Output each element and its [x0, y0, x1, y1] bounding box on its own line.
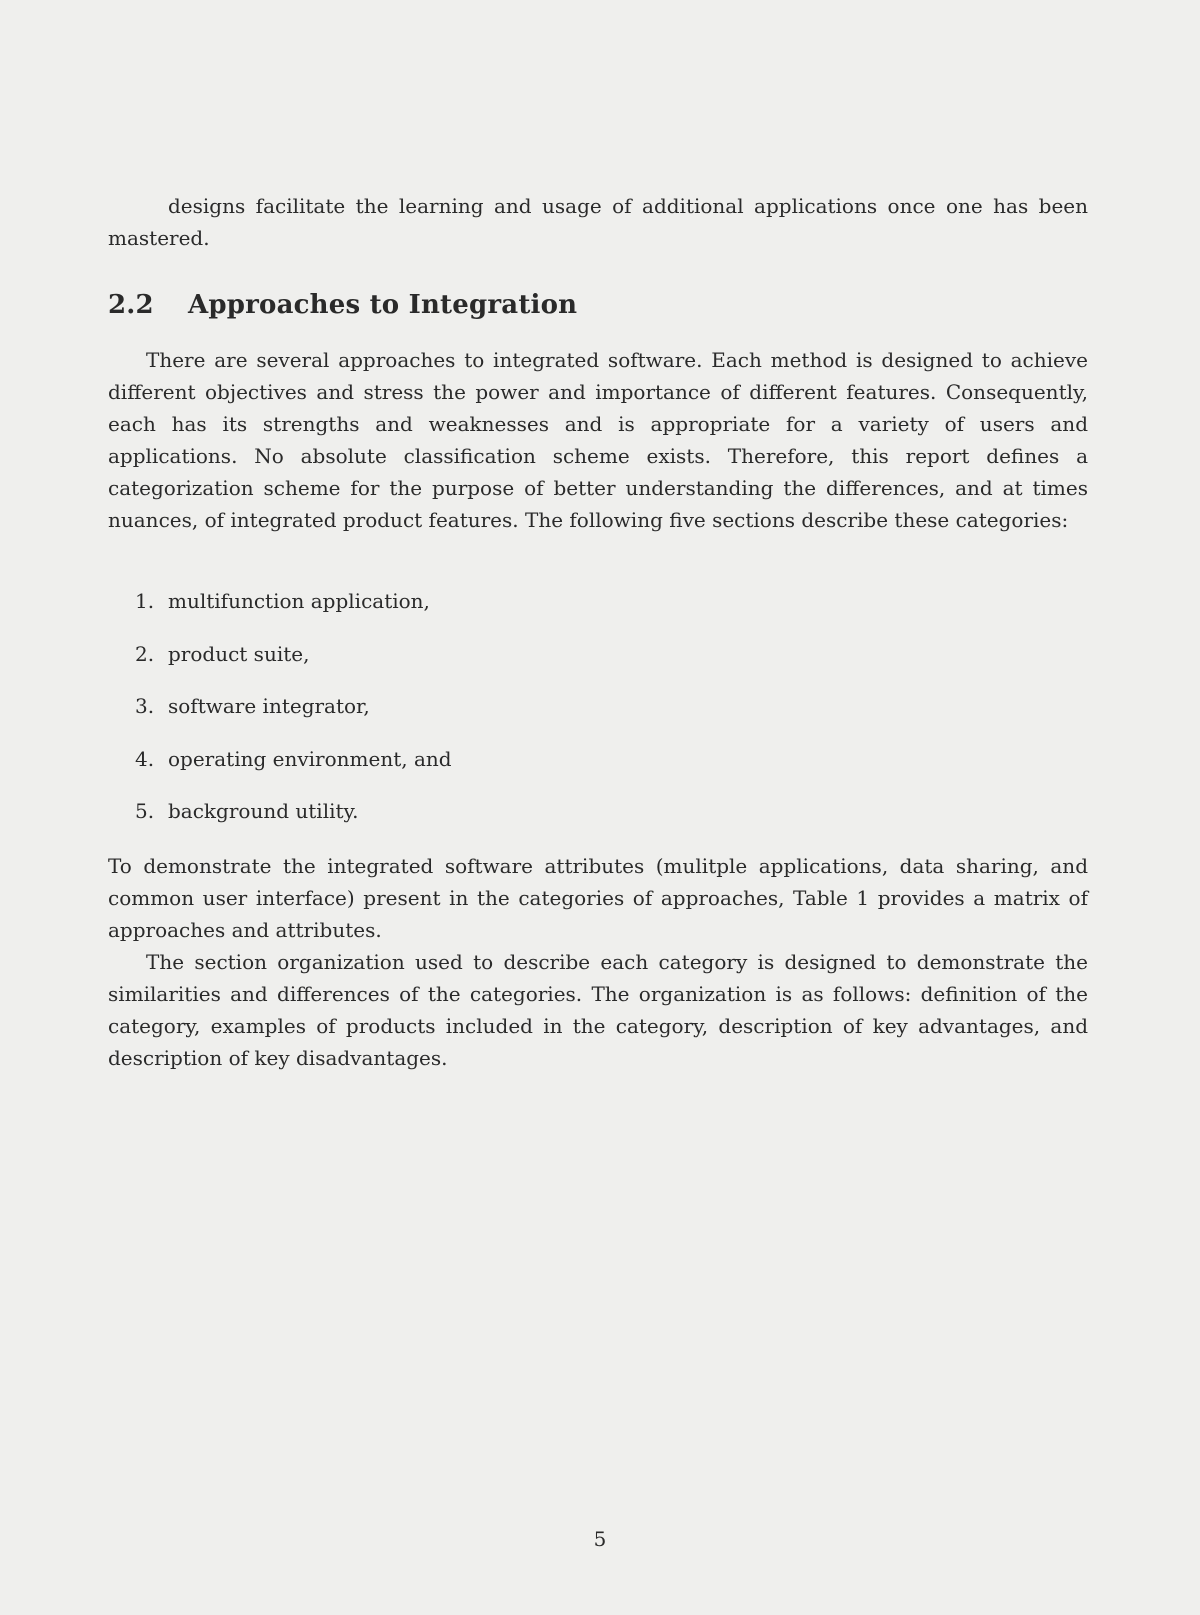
intro-paragraph: There are several approaches to integrated software. Each method is designed to achieve different objectives and stress the power and importance of different features. Consequently, each has its strengths and weaknesses and is appropriate for a variety of users and applications. No absolute classification scheme exists. Therefore, this report defines a categorization scheme for the purpose of better understanding the differences, and at times nuances, of integrated product features. The following five sections describe these categories: — [108, 348, 1088, 532]
list-item-text: product suite, — [168, 641, 310, 666]
list-item-number: 4. — [135, 746, 155, 771]
list-item-text: multifunction application, — [168, 589, 430, 613]
list-item-number: 1. — [135, 589, 155, 613]
page-number: 5 — [593, 1527, 607, 1551]
list-item-number: 5. — [135, 799, 155, 823]
list-item — [135, 638, 452, 691]
list-item — [135, 795, 452, 848]
list-item-text: operating environment, and — [168, 746, 452, 771]
table-reference-paragraph: To demonstrate the integrated software attributes (mulitple applications, data sharing, and common user interface) present in the categories of approaches, Table 1 provides a matrix of approaches and attributes. — [108, 854, 1088, 942]
section-heading — [108, 290, 577, 320]
list-item — [135, 743, 452, 796]
list-item-number: 2. — [135, 641, 155, 666]
section-number: 2.2 — [108, 290, 154, 320]
section-title: Approaches to Integration — [188, 290, 578, 320]
list-item-number: 3. — [135, 694, 155, 718]
organization-paragraph: The section organization used to describe each category is designed to demonstrate the similarities and differences of the categories. The organization is as follows: definition of the category, examples of products included in the category, description of key advantages, and description of key disadvantages. — [108, 950, 1088, 1070]
category-list — [135, 585, 452, 848]
list-item-text: software integrator, — [168, 694, 370, 718]
list-item-text: background utility. — [168, 799, 359, 823]
continued-paragraph: designs facilitate the learning and usage of additional applications once one has been mastered. — [108, 194, 1088, 250]
list-item — [135, 585, 452, 638]
list-item — [135, 690, 452, 743]
